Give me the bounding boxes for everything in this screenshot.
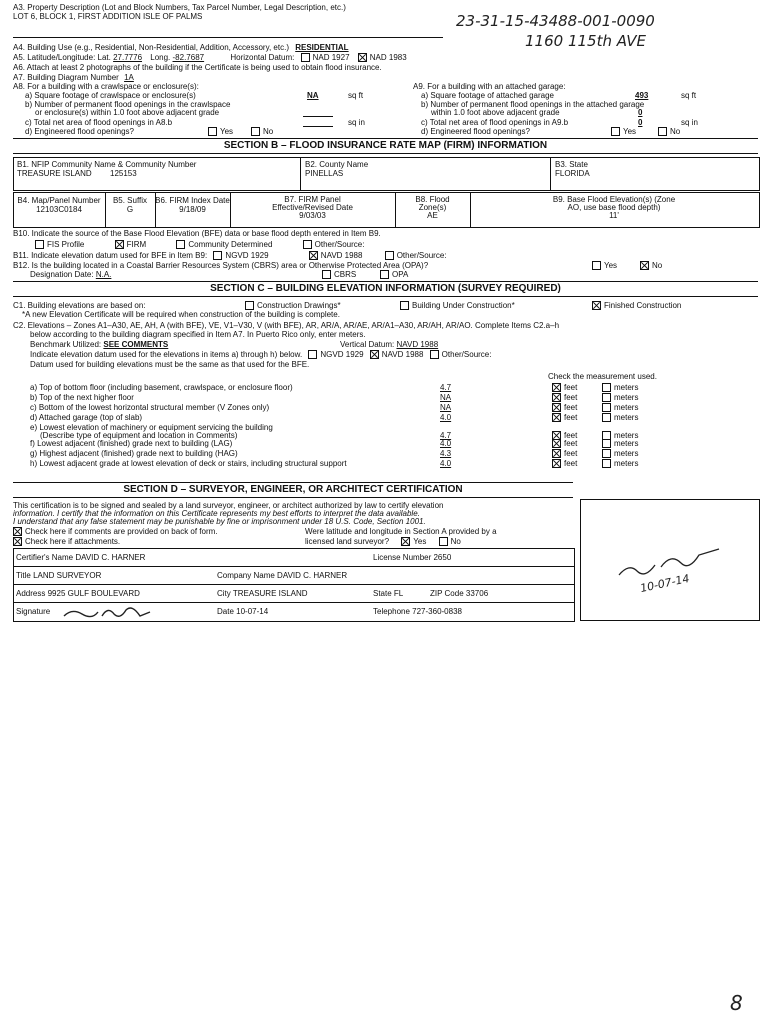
c1-label: C1. Building elevations are based on: (13, 301, 146, 310)
b10-community-label: Community Determined (188, 240, 273, 249)
b2-value: PINELLAS (305, 169, 344, 178)
handwritten-address: 1160 115th AVE (525, 32, 646, 50)
a8-b-label2: or enclosure(s) within 1.0 foot above adjacent grade (35, 108, 220, 117)
a9-label: A9. For a building with an attached garage: (413, 82, 566, 91)
city-value: TREASURE ISLAND (232, 589, 308, 598)
c1-fc-label: Finished Construction (604, 301, 682, 310)
a7-row (13, 73, 134, 82)
elevation-row-value: 4.7 (440, 383, 452, 392)
latlong-no-label: No (450, 537, 461, 546)
seal-date: 10-07-14 (639, 571, 691, 596)
a9-d-label: d) Engineered flood openings? (421, 127, 530, 136)
feet-option (552, 439, 577, 448)
latlong-question-2: licensed land surveyor? (305, 537, 390, 546)
c2-ngvd-label: NGVD 1929 (320, 350, 364, 359)
c2-datum-label: Indicate elevation datum used for the elevations in items a) through h) below. (30, 350, 303, 359)
a5-lat-label: A5. Latitude/Longitude: Lat. (13, 53, 111, 62)
feet-label: feet (564, 449, 578, 458)
vertical-datum-label: Vertical Datum: (340, 340, 395, 349)
feet-option (552, 393, 577, 402)
b12-opa-label: OPA (392, 270, 409, 279)
elevation-row-label: h) Lowest adjacent grade at lowest elevation of deck or stairs, including structural support (30, 459, 347, 468)
c2-other-checkbox[interactable] (430, 350, 439, 359)
b10-other-checkbox[interactable] (303, 240, 312, 249)
cert-paragraph-1: This certification is to be signed and sealed by a land surveyor, engineer, or architect authorized by law to certify elevation (13, 501, 444, 510)
meters-option (602, 393, 638, 402)
b9-value: 11' (609, 211, 619, 220)
a3-label: A3. Property Description (Lot and Block Numbers, Tax Parcel Number, Legal Description, etc.) (13, 3, 346, 12)
b1-label: B1. NFIP Community Name & Community Number (17, 160, 197, 169)
c1-note: *A new Elevation Certificate will be required when construction of the building is complete. (22, 310, 340, 319)
meters-option (602, 449, 638, 458)
meters-checkbox[interactable] (602, 413, 611, 422)
a8-c-unit: sq in (348, 118, 365, 127)
c1-buc-label: Building Under Construction* (412, 301, 515, 310)
nad1983-label: NAD 1983 (369, 53, 407, 62)
a9-a-unit: sq ft (681, 91, 697, 100)
a5-datum-label: Horizontal Datum: (230, 53, 295, 62)
certifier-name-value: DAVID C. HARNER (75, 553, 146, 562)
elevation-row-value: 4.7 (440, 431, 452, 440)
feet-option (552, 459, 577, 468)
a8-b-label: b) Number of permanent flood openings in the crawlspace (25, 100, 231, 109)
comments-checkbox[interactable] (13, 527, 22, 536)
meters-label: meters (614, 403, 639, 412)
benchmark-value: SEE COMMENTS (103, 340, 169, 349)
elevation-row-label: b) Top of the next higher floor (30, 393, 134, 402)
b11-label: B11. Indicate elevation datum used for BFE in Item B9: (13, 251, 208, 260)
elevation-row-value: NA (440, 403, 452, 412)
b6-value: 9/18/09 (179, 205, 206, 214)
elevation-row-label: a) Top of bottom floor (including basement, crawlspace, or enclosure floor) (30, 383, 293, 392)
b10-other-label: Other/Source: (314, 240, 365, 249)
c2-ngvd-checkbox[interactable] (308, 350, 317, 359)
latlong-no-checkbox[interactable] (439, 537, 448, 546)
b4-label: B4. Map/Panel Number (17, 196, 101, 205)
feet-label: feet (564, 383, 578, 392)
comments-label: Check here if comments are provided on back of form. (25, 527, 218, 536)
b12-cbrs-checkbox[interactable] (322, 270, 331, 279)
meters-checkbox[interactable] (602, 383, 611, 392)
a5-long: -82.7687 (172, 53, 205, 62)
elevation-row-value: NA (440, 393, 452, 402)
a5-long-label: Long. (150, 53, 171, 62)
nad1983-checkbox[interactable] (358, 53, 367, 62)
c1-fc-checkbox[interactable] (592, 301, 601, 310)
signature-scribble (62, 602, 152, 622)
a9-a-value: 493 (635, 91, 649, 100)
a9-b-value: 0 (638, 108, 643, 117)
c2-other-label: Other/Source: (441, 350, 492, 359)
a7-value: 1A (124, 73, 134, 82)
meters-label: meters (614, 393, 639, 402)
feet-checkbox[interactable] (552, 403, 561, 412)
b4-value: 12103C0184 (36, 205, 82, 214)
b3-label: B3. State (555, 160, 588, 169)
meters-label: meters (614, 439, 639, 448)
elevation-row-label: c) Bottom of the lowest horizontal structural member (V Zones only) (30, 403, 270, 412)
date-value: 10-07-14 (236, 607, 269, 616)
c2-label: C2. Elevations – Zones A1–A30, AE, AH, A (with BFE), VE, V1–V30, V (with BFE), AR, AR/A, AR/AE, AR/A1–A30, AR/AH, AR/AO. Complete Items C2.a–h (13, 321, 560, 330)
elevation-row-value: 4.3 (440, 449, 452, 458)
page-mark: 8 (730, 991, 743, 1015)
date-label: Date (217, 607, 234, 616)
elevation-row-label: f) Lowest adjacent (finished) grade next to building (LAG) (30, 439, 233, 448)
b5-label: B5. Suffix (112, 196, 148, 205)
elevation-row-value: 4.0 (440, 439, 452, 448)
meters-option (602, 439, 638, 448)
meters-option (602, 383, 638, 392)
address-value: 9925 GULF BOULEVARD (47, 589, 140, 598)
vertical-datum-value: NAVD 1988 (396, 340, 439, 349)
a8-a-label: a) Square footage of crawlspace or enclosure(s) (25, 91, 196, 100)
feet-label: feet (564, 403, 578, 412)
a9-b-label: b) Number of permanent flood openings in the attached garage (421, 100, 645, 109)
a8-d-yes-checkbox[interactable] (208, 127, 217, 136)
b11-navd-checkbox[interactable] (309, 251, 318, 260)
b12-date-value: N.A. (95, 270, 112, 279)
feet-checkbox[interactable] (552, 383, 561, 392)
b9-label: B9. Base Flood Elevation(s) (Zone (552, 195, 676, 204)
a9-a-label: a) Square footage of attached garage (421, 91, 554, 100)
b5-value: G (126, 205, 134, 214)
a8-d-no-checkbox[interactable] (251, 127, 260, 136)
elevation-row-label: g) Highest adjacent (finished) grade next to building (HAG) (30, 449, 238, 458)
a8-d-no: No (263, 127, 274, 136)
meters-label: meters (614, 431, 639, 440)
elevation-row-value: 4.0 (440, 413, 452, 422)
b12-no-label: No (652, 261, 663, 270)
measurement-header: Check the measurement used. (548, 372, 657, 381)
company-value: DAVID C. HARNER (277, 571, 348, 580)
meters-checkbox[interactable] (602, 393, 611, 402)
b10-firm-checkbox[interactable] (115, 240, 124, 249)
a6-row: A6. Attach at least 2 photographs of the building if the Certificate is being used to obtain flood insurance. (13, 63, 382, 72)
b11-other-checkbox[interactable] (385, 251, 394, 260)
meters-option (602, 459, 638, 468)
meters-checkbox[interactable] (602, 439, 611, 448)
c1-cd-label: Construction Drawings* (257, 301, 341, 310)
handwritten-parcel: 23-31-15-43488-001-0090 (456, 12, 655, 30)
b10-community-checkbox[interactable] (176, 240, 185, 249)
c1-buc-checkbox[interactable] (400, 301, 409, 310)
a8-d-label: d) Engineered flood openings? (25, 127, 134, 136)
elevation-row-label: d) Attached garage (top of slab) (30, 413, 143, 422)
a9-c-value: 0 (638, 118, 643, 127)
section-c-title: SECTION C – BUILDING ELEVATION INFORMATION (SURVEY REQUIRED) (210, 283, 561, 294)
meters-label: meters (614, 459, 639, 468)
title-label: Title (16, 571, 31, 580)
telephone-label: Telephone (373, 607, 410, 616)
attachments-checkbox[interactable] (13, 537, 22, 546)
a7-label: A7. Building Diagram Number (13, 73, 119, 82)
latlong-yes-label: Yes (413, 537, 427, 546)
a9-d-no-checkbox[interactable] (658, 127, 667, 136)
a3-value: LOT 6, BLOCK 1, FIRST ADDITION ISLE OF PALMS (13, 12, 203, 21)
feet-checkbox[interactable] (552, 449, 561, 458)
nad1927-checkbox[interactable] (301, 53, 310, 62)
feet-label: feet (564, 459, 578, 468)
b12-yes-checkbox[interactable] (592, 261, 601, 270)
a9-c-label: c) Total net area of flood openings in A9.b (421, 118, 569, 127)
b6-label: B6. FIRM Index Date (155, 196, 230, 205)
nad1927-label: NAD 1927 (312, 53, 350, 62)
a9-d-yes-checkbox[interactable] (611, 127, 620, 136)
b10-fis-checkbox[interactable] (35, 240, 44, 249)
elevation-row-value: 4.0 (440, 459, 452, 468)
a5-row (13, 53, 407, 62)
certifier-name-label: Certifier's Name (16, 553, 74, 562)
b10-firm-label: FIRM (126, 240, 147, 249)
company-label: Company Name (217, 571, 275, 580)
elevation-row-label: e) Lowest elevation of machinery or equipment servicing the building (30, 423, 273, 432)
feet-checkbox[interactable] (552, 413, 561, 422)
b11-ngvd-label: NGVD 1929 (225, 251, 269, 260)
elevation-row-label2: (Describe type of equipment and location in Comments) (40, 431, 238, 440)
b10-label: B10. Indicate the source of the Base Flood Elevation (BFE) data or base flood depth entered in Item B9. (13, 229, 381, 238)
state-label: State (373, 589, 392, 598)
b7-value: 9/03/03 (299, 211, 326, 220)
a8-d-yes: Yes (220, 127, 234, 136)
b12-label: B12. Is the building located in a Coastal Barrier Resources System (CBRS) area or Otherwise Protected Area (OPA)? (13, 261, 429, 270)
attachments-label: Check here if attachments. (25, 537, 121, 546)
c2-label2: below according to the building diagram specified in Item A7. In Puerto Rico only, enter meters. (30, 330, 366, 339)
meters-checkbox[interactable] (602, 403, 611, 412)
feet-label: feet (564, 439, 578, 448)
a9-d-no: No (670, 127, 681, 136)
a9-b-label2: within 1.0 foot above adjacent grade (431, 108, 560, 117)
meters-checkbox[interactable] (602, 449, 611, 458)
benchmark-label: Benchmark Utilized: (30, 340, 102, 349)
b3-value: FLORIDA (555, 169, 590, 178)
meters-label: meters (614, 413, 639, 422)
telephone-value: 727-360-0838 (412, 607, 462, 616)
zip-label: ZIP Code (430, 589, 464, 598)
address-label: Address (16, 589, 46, 598)
section-d-title: SECTION D – SURVEYOR, ENGINEER, OR ARCHITECT CERTIFICATION (123, 484, 463, 495)
a4-row (13, 43, 349, 52)
a4-label: A4. Building Use (e.g., Residential, Non-Residential, Addition, Accessory, etc.) (13, 43, 289, 52)
a5-lat: 27.7776 (113, 53, 143, 62)
b8-label: B8. Flood (415, 195, 450, 204)
b10-fis-label: FIS Profile (47, 240, 85, 249)
feet-checkbox[interactable] (552, 439, 561, 448)
b11-navd-label: NAVD 1988 (320, 251, 363, 260)
a9-d-yes: Yes (623, 127, 637, 136)
zip-value: 33706 (465, 589, 489, 598)
feet-label: feet (564, 413, 578, 422)
b12-date-label: Designation Date: (30, 270, 94, 279)
feet-option (552, 449, 577, 458)
c2-navd-checkbox[interactable] (370, 350, 379, 359)
state-value: FL (393, 589, 404, 598)
b8-value: AE (427, 211, 438, 220)
feet-option (552, 413, 577, 422)
a8-c-label: c) Total net area of flood openings in A8.b (25, 118, 173, 127)
meters-label: meters (614, 449, 639, 458)
c2-navd-label: NAVD 1988 (381, 350, 424, 359)
b8-label2: Zone(s) (418, 203, 447, 212)
b11-ngvd-checkbox[interactable] (213, 251, 222, 260)
city-label: City (217, 589, 231, 598)
latlong-yes-checkbox[interactable] (401, 537, 410, 546)
feet-label: feet (564, 393, 578, 402)
a4-value: RESIDENTIAL (295, 43, 349, 52)
b7-label2: Effective/Revised Date (272, 203, 353, 212)
meters-option (602, 413, 638, 422)
feet-checkbox[interactable] (552, 459, 561, 468)
cert-paragraph-2: information. I certify that the information on this Certificate represents my best efforts to interpret the data available. (13, 509, 420, 518)
license-value: 2650 (433, 553, 452, 562)
feet-checkbox[interactable] (552, 393, 561, 402)
feet-label: feet (564, 431, 578, 440)
meters-label: meters (614, 383, 639, 392)
b12-cbrs-label: CBRS (334, 270, 357, 279)
b1-number: 125153 (110, 169, 137, 178)
c2-datum-note: Datum used for building elevations must be the same as that used for the BFE. (30, 360, 310, 369)
meters-checkbox[interactable] (602, 459, 611, 468)
latlong-question: Were latitude and longitude in Section A provided by a (305, 527, 497, 536)
b12-no-checkbox[interactable] (640, 261, 649, 270)
b1-name: TREASURE ISLAND (17, 169, 92, 178)
b9-label2: AO, use base flood depth) (567, 203, 661, 212)
signature-label: Signature (16, 607, 51, 616)
section-b-title: SECTION B – FLOOD INSURANCE RATE MAP (FIRM) INFORMATION (223, 140, 548, 151)
a8-a-unit: sq ft (348, 91, 364, 100)
a8-label: A8. For a building with a crawlspace or enclosure(s): (13, 82, 199, 91)
cert-paragraph-3: I understand that any false statement may be punishable by fine or imprisonment under 18 U.S. Code, Section 1001. (13, 517, 426, 526)
b12-opa-checkbox[interactable] (380, 270, 389, 279)
a8-a-value: NA (307, 91, 319, 100)
b2-label: B2. County Name (305, 160, 369, 169)
a9-c-unit: sq in (681, 118, 698, 127)
b7-label: B7. FIRM Panel (284, 195, 341, 204)
feet-option (552, 403, 577, 412)
feet-option (552, 383, 577, 392)
b12-yes-label: Yes (604, 261, 618, 270)
meters-option (602, 403, 638, 412)
b11-other-label: Other/Source: (396, 251, 447, 260)
title-value: LAND SURVEYOR (33, 571, 102, 580)
license-label: License Number (373, 553, 432, 562)
